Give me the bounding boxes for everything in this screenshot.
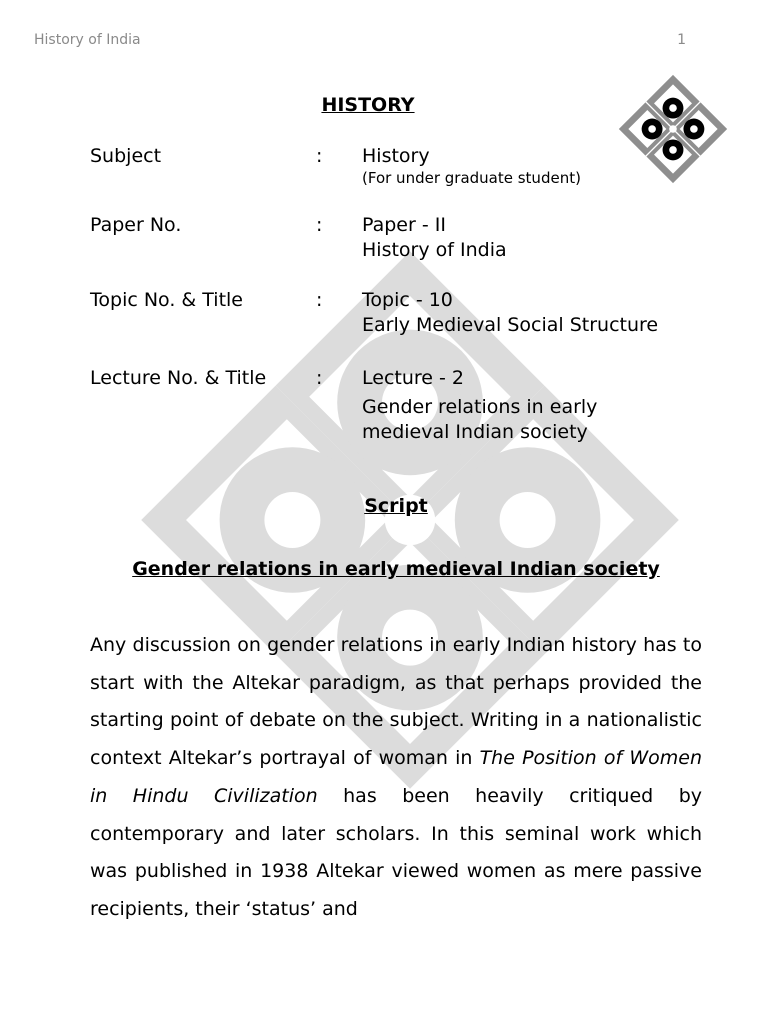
book-title: The Position of Women in Hindu Civilization: [90, 747, 702, 807]
meta-value-line: Gender relations in early: [362, 396, 598, 418]
institution-logo-icon: [616, 72, 730, 186]
meta-value-line: History of India: [362, 239, 507, 261]
meta-label-subject: Subject: [90, 145, 162, 167]
meta-value-note: (For under graduate student): [362, 169, 581, 187]
meta-label-paper: Paper No.: [90, 214, 182, 236]
meta-label-topic: Topic No. & Title: [90, 289, 243, 311]
document-heading: HISTORY: [321, 94, 415, 116]
meta-value-line: Paper - II: [362, 214, 446, 236]
meta-value-paper: [362, 213, 507, 263]
paragraph-text: Any discussion on gender relations in early Indian history has to start with the Altekar paradigm, as that perhaps provided the starting point of debate on the subject. Writing in a nationalistic context Altekar’s portrayal of woman in: [90, 634, 702, 770]
meta-colon: :: [316, 214, 323, 236]
section-heading: Gender relations in early medieval Indian society: [132, 558, 660, 580]
paragraph-text: has been heavily critiqued by contemporary and later scholars. In this seminal work which was published in 1938 Altekar viewed women as mere passive recipients, their ‘status’ and: [90, 784, 703, 920]
meta-colon: :: [316, 289, 323, 311]
meta-value-line: History: [362, 145, 430, 167]
meta-label-lecture: Lecture No. & Title: [90, 367, 267, 389]
body-paragraph: [90, 627, 702, 929]
meta-value-line: Early Medieval Social Structure: [362, 314, 659, 336]
meta-value-line: Lecture - 2: [362, 367, 464, 389]
meta-value-line: medieval Indian society: [362, 421, 588, 443]
page-number: 1: [677, 32, 686, 48]
meta-colon: :: [316, 145, 323, 167]
script-heading: Script: [364, 495, 428, 517]
meta-value-topic: [362, 288, 658, 338]
meta-value-lecture: [362, 366, 597, 445]
meta-value-subject: [362, 144, 581, 188]
running-title: History of India: [34, 32, 141, 48]
meta-value-line: Topic - 10: [362, 289, 453, 311]
meta-colon: :: [316, 367, 323, 389]
